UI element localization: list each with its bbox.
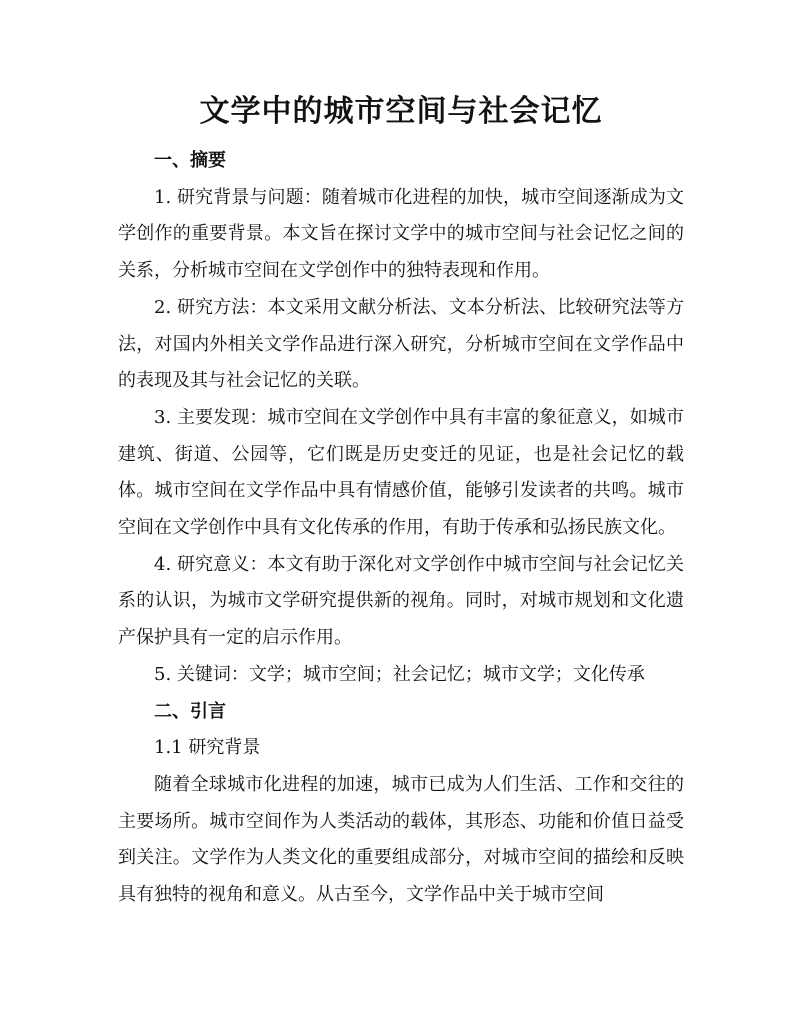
intro-paragraph: 随着全球城市化进程的加速，城市已成为人们生活、工作和交往的主要场所。城市空间作为人类活动的载体，其形态、功能和价值日益受到关注。文学作为人类文化的重要组成部分，对城市空间的描绘和反映具有独特的视角和意义。从古至今，文学作品中关于城市空间 bbox=[118, 773, 684, 906]
section-heading-introduction: 二、引言 bbox=[154, 700, 226, 722]
subsection-heading-background: 1.1 研究背景 bbox=[154, 737, 261, 759]
document-body bbox=[118, 143, 684, 914]
document-title: 文学中的城市空间与社会记忆 bbox=[199, 94, 603, 129]
abstract-paragraph-keywords: 5. 关键词：文学；城市空间；社会记忆；城市文学；文化传承 bbox=[154, 663, 645, 685]
abstract-paragraph-significance: 4. 研究意义：本文有助于深化对文学创作中城市空间与社会记忆关系的认识，为城市文学研究提供新的视角。同时，对城市规划和文化遗产保护具有一定的启示作用。 bbox=[118, 553, 684, 649]
abstract-paragraph-background: 1. 研究背景与问题：随着城市化进程的加快，城市空间逐渐成为文学创作的重要背景。本文旨在探讨文学中的城市空间与社会记忆之间的关系，分析城市空间在文学创作中的独特表现和作用。 bbox=[118, 186, 684, 282]
abstract-paragraph-findings: 3. 主要发现：城市空间在文学创作中具有丰富的象征意义，如城市建筑、街道、公园等，它们既是历史变迁的见证，也是社会记忆的载体。城市空间在文学作品中具有情感价值，能够引发读者的共鸣。城市空间在文学创作中具有文化传承的作用，有助于传承和弘扬民族文化。 bbox=[118, 406, 684, 539]
abstract-paragraph-methods: 2. 研究方法：本文采用文献分析法、文本分析法、比较研究法等方法，对国内外相关文学作品进行深入研究，分析城市空间在文学作品中的表现及其与社会记忆的关联。 bbox=[118, 296, 684, 392]
section-heading-abstract: 一、摘要 bbox=[154, 150, 226, 171]
